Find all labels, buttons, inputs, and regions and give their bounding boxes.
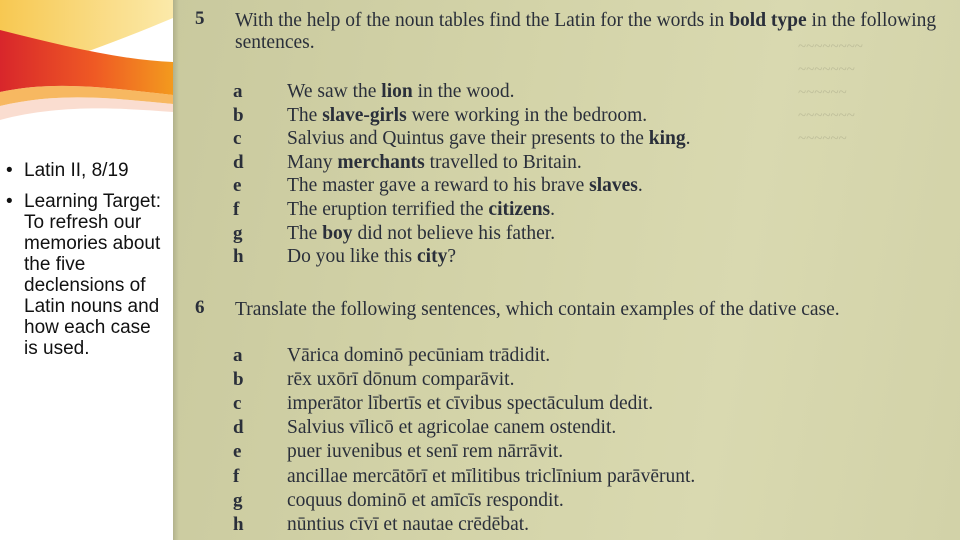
- latin-sentence: rēx uxōrī dōnum comparāvit.: [287, 369, 515, 391]
- english-sentence: The slave-girls were working in the bedroom.: [287, 104, 648, 126]
- slide-bullet-list: [6, 160, 166, 369]
- bullet-dot: •: [6, 191, 13, 212]
- english-sentence: Salvius and Quintus gave their presents to the king.: [287, 128, 691, 150]
- item-letter: f: [233, 199, 240, 220]
- english-sentence: Many merchants travelled to Britain.: [287, 151, 582, 173]
- latin-sentence: imperātor lībertīs et cīvibus spectāculum dedit.: [287, 393, 654, 415]
- bleed-through-text: ~~~~~~~~ ~~~~~~~ ~~~~~~ ~~~~~~~ ~~~~~~: [798, 39, 863, 147]
- slide-left-panel: [0, 0, 173, 540]
- item-letter: c: [233, 393, 242, 415]
- exercise-number: 5: [195, 8, 205, 29]
- item-letter: a: [233, 345, 243, 366]
- exercise-instruction: With the help of the noun tables find the Latin for the words in bold type in the following sentences.: [235, 10, 937, 53]
- latin-sentence: Salvius vīlicō et agricolae canem ostendit.: [287, 417, 617, 439]
- item-letter: c: [233, 128, 242, 150]
- textbook-photo: [173, 0, 960, 540]
- exercise-instruction: Translate the following sentences, which contain examples of the dative case.: [235, 299, 840, 320]
- item-letter: b: [233, 104, 244, 126]
- latin-sentence: Vārica dominō pecūniam trādidit.: [287, 345, 551, 366]
- item-letter: g: [233, 489, 243, 511]
- item-letter: h: [233, 513, 244, 535]
- item-letter: b: [233, 369, 244, 391]
- bullet-dot: •: [6, 160, 13, 181]
- bullet-item: [6, 191, 166, 359]
- english-sentence: Do you like this city?: [287, 246, 456, 268]
- item-letter: g: [233, 222, 243, 244]
- item-letter: f: [233, 465, 240, 487]
- exercise-number: 6: [195, 297, 205, 318]
- latin-sentence: nūntius cīvī et nautae crēdēbat.: [287, 513, 530, 535]
- latin-sentence: coquus dominō et amīcīs respondit.: [287, 489, 564, 511]
- bullet-text: Learning Target: To refresh our memories about the five declensions of Latin nouns and how each case is used.: [24, 191, 161, 359]
- latin-sentence: puer iuvenibus et senī rem nārrāvit.: [287, 441, 564, 463]
- item-letter: a: [233, 81, 243, 102]
- item-letter: e: [233, 441, 242, 463]
- bullet-text: Latin II, 8/19: [24, 160, 129, 181]
- english-sentence: The master gave a reward to his brave slaves.: [287, 175, 643, 197]
- latin-sentence: ancillae mercātōrī et mīlitibus triclīnium parāvērunt.: [287, 465, 696, 487]
- item-letter: e: [233, 175, 242, 197]
- decorative-swoosh: [0, 0, 173, 140]
- english-sentence: The boy did not believe his father.: [287, 222, 556, 244]
- bullet-item: [6, 160, 166, 181]
- item-letter: h: [233, 246, 244, 268]
- english-sentence: The eruption terrified the citizens.: [287, 199, 556, 220]
- english-sentence: We saw the lion in the wood.: [287, 81, 515, 102]
- item-letter: d: [233, 151, 244, 173]
- page-shadow: [173, 0, 179, 540]
- item-letter: d: [233, 417, 244, 439]
